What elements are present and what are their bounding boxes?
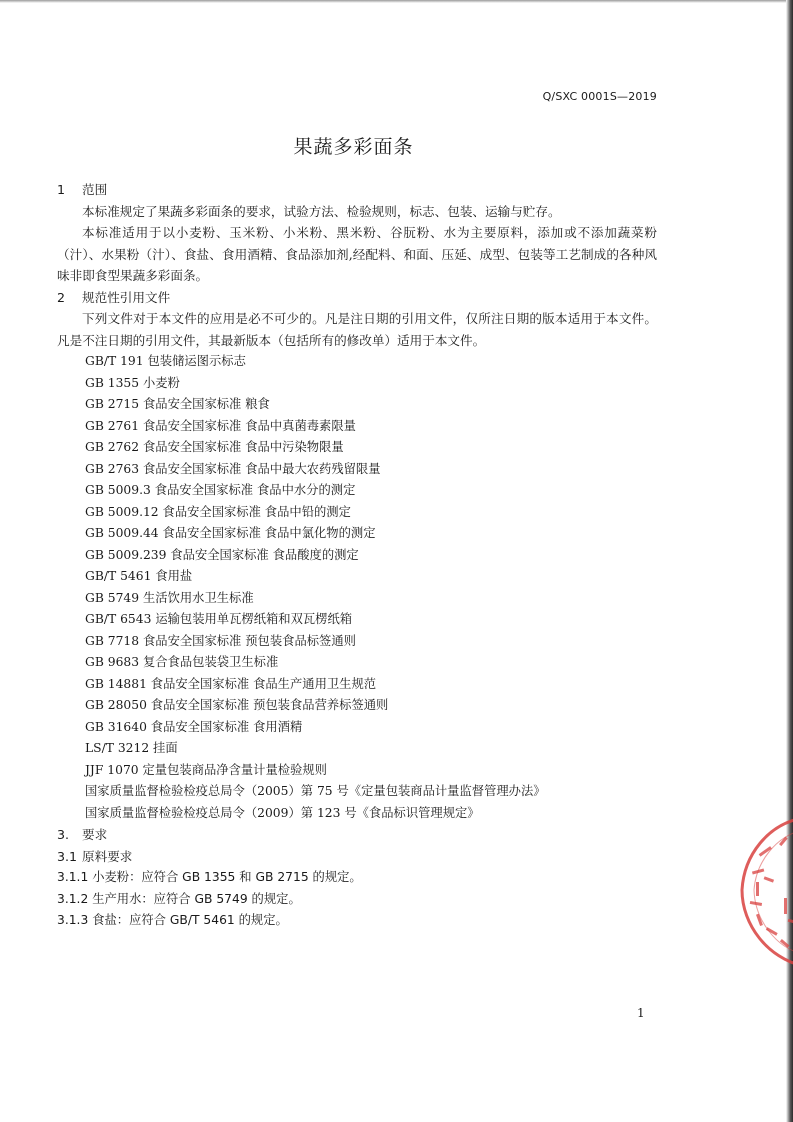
section-title: 原料要求 [82,848,133,864]
reference-item: GB 2715 食品安全国家标准 粮食 [85,397,270,411]
reference-item: GB 5009.3 食品安全国家标准 食品中水分的测定 [85,483,356,497]
section-3-1-heading [57,846,657,868]
reference-item: GB 2762 食品安全国家标准 食品中污染物限量 [85,440,344,454]
document-code: Q/SXC 0001S—2019 [542,90,657,103]
official-seal-stamp [728,810,793,970]
reference-item: GB/T 5461 食用盐 [85,569,193,583]
reference-item: GB 2761 食品安全国家标准 食品中真菌毒素限量 [85,418,356,433]
reference-item: GB 28050 食品安全国家标准 预包装食品营养标签通则 [85,698,389,712]
reference-item: GB 5009.239 食品安全国家标准 食品酸度的测定 [85,547,359,562]
reference-item: GB/T 191 包装储运图示标志 [85,354,246,368]
page-number: 1 [637,1006,645,1020]
requirement-item: 3.1.1 小麦粉：应符合 GB 1355 和 GB 2715 的规定。 [57,870,362,884]
scan-top-edge [0,0,793,3]
references-intro: 下列文件对于本文件的应用是必不可少的。凡是注日期的引用文件，仅所注日期的版本适用于本文件。凡是不注日期的引用文件，其最新版本（包括所有的修改单）适用于本文件。 [57,311,657,348]
reference-item: GB 2763 食品安全国家标准 食品中最大农药残留限量 [85,461,381,476]
reference-item: LS/T 3212 挂面 [85,741,178,755]
section-2-heading [57,287,657,309]
section-1-heading [57,179,657,201]
reference-item: GB 5009.44 食品安全国家标准 食品中氯化物的测定 [85,526,376,540]
section-title: 规范性引用文件 [82,289,171,305]
section-title: 要求 [82,827,108,842]
reference-item: GB/T 6543 运输包装用单瓦楞纸箱和双瓦楞纸箱 [85,612,353,626]
reference-item: 国家质量监督检验检疫总局令（2005）第 75 号《定量包装商品计量监督管理办法》 [85,784,546,798]
section-number: 2 [57,289,66,305]
scope-paragraph-1: 本标准规定了果蔬多彩面条的要求，试验方法、检验规则，标志、包装、运输与贮存。 [82,203,561,219]
reference-item: GB 5009.12 食品安全国家标准 食品中铅的测定 [85,504,351,519]
section-number: 3.1 [57,848,78,864]
reference-item: GB 5749 生活饮用水卫生标准 [85,590,254,605]
reference-item: GB 7718 食品安全国家标准 预包装食品标签通则 [85,633,356,648]
reference-item: GB 9683 复合食品包装袋卫生标准 [85,655,279,669]
section-3-heading [57,824,657,846]
section-number: 1 [57,182,66,197]
reference-item: JJF 1070 定量包装商品净含量计量检验规则 [85,762,327,777]
requirement-item: 3.1.2 生产用水：应符合 GB 5749 的规定。 [57,891,301,906]
document-body [57,179,657,932]
scope-paragraph-2: 本标准适用于以小麦粉、玉米粉、小米粉、黑米粉、谷朊粉、水为主要原料，添加或不添加蔬菜粉（汁）、水果粉（汁）、食盐、食用酒精、食品添加剂,经配料、和面、压延、成型、包装等工艺制成的各种风味非即食型果蔬多彩面条。 [57,225,657,283]
reference-item: GB 1355 小麦粉 [85,375,180,390]
reference-item: GB 31640 食品安全国家标准 食用酒精 [85,719,303,734]
document-title: 果蔬多彩面条 [293,136,414,158]
requirement-item: 3.1.3 食盐：应符合 GB/T 5461 的规定。 [57,913,288,927]
section-number: 3. [57,827,70,842]
reference-item: GB 14881 食品安全国家标准 食品生产通用卫生规范 [85,676,377,691]
reference-item: 国家质量监督检验检疫总局令（2009）第 123 号《食品标识管理规定》 [85,805,480,820]
section-title: 范围 [82,182,108,197]
